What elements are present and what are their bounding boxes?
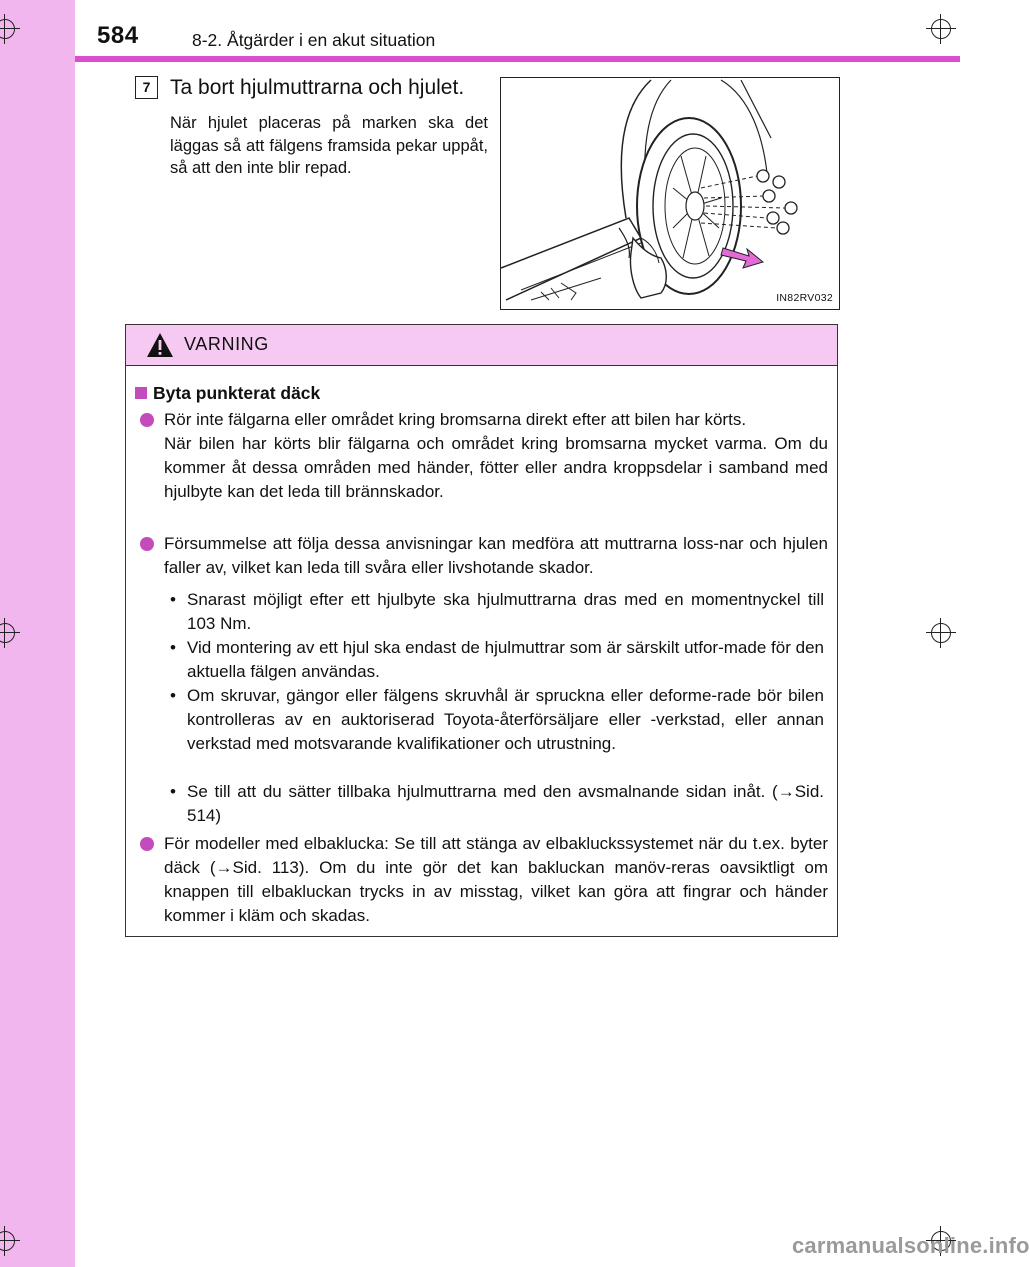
warning-box [125, 324, 838, 937]
sub-item-text: Vid montering av ett hjul ska endast de hjulmuttrar som är särskilt utfor-made för den aktuella fälgen användas. [187, 638, 824, 681]
warning-bullet [140, 532, 828, 580]
registration-mark-icon [0, 618, 20, 648]
warning-bullet [140, 832, 828, 928]
wheel-illustration-graphic [501, 78, 839, 309]
bullet-dot-icon [140, 413, 154, 427]
step-description: När hjulet placeras på marken ska det läggas så att fälgens framsida pekar uppåt, så att den inte blir repad. [170, 114, 488, 177]
sub-item-text: Om skruvar, gängor eller fälgens skruvhål är spruckna eller deforme-rade bör bilen kontrolleras av en auktoriserad Toyota-återförsäljare eller -verkstad, eller annan verkstad med motsvarande kvalifikationer och utrustning. [187, 686, 824, 753]
page-number: 584 [97, 22, 139, 49]
sub-bullet-marker: • [170, 638, 176, 657]
registration-mark-icon [926, 618, 956, 648]
bullet-text: För modeller med elbaklucka: Se till att stänga av elbakluckssystemet när du t.ex. byter däck (→Sid. 113). Om du inte gör det kan bakluckan manöv-reras oavsiktligt om knappen till elbakluckan trycks in av misstag, vilket kan göra att fingrar och händer kommer i kläm och skadas. [164, 834, 828, 925]
sub-item [166, 636, 824, 684]
warning-header [126, 325, 837, 366]
sub-item [166, 780, 824, 828]
registration-mark-icon [0, 1226, 20, 1256]
bullet-dot-icon [140, 537, 154, 551]
registration-mark-icon [0, 14, 20, 44]
square-bullet-icon [135, 387, 147, 399]
sub-bullet-marker: • [170, 590, 176, 609]
sub-bullet-marker: • [170, 686, 176, 705]
sub-bullet-marker: • [170, 782, 176, 801]
section-title: 8-2. Åtgärder i en akut situation [192, 30, 436, 50]
bullet-dot-icon [140, 837, 154, 851]
step-title: Ta bort hjulmuttrarna och hjulet. [170, 76, 465, 99]
header-rule [75, 56, 960, 62]
bullet-text: Försummelse att följa dessa anvisningar kan medföra att muttrarna loss-nar och hjulen faller av, vilket kan leda till svåra eller livshotande skador. [164, 534, 828, 577]
step-number: 7 [135, 76, 158, 99]
warning-bullet [140, 408, 828, 504]
sub-item-text: Snarast möjligt efter ett hjulbyte ska hjulmuttrarna dras med en momentnyckel till 103 Nm. [187, 590, 824, 633]
watermark: carmanualsonline.info [792, 1233, 1030, 1258]
wheel-removal-illustration [500, 77, 840, 310]
sub-item-text: Se till att du sätter tillbaka hjulmuttrarna med den avsmalnande sidan inåt. (→Sid. 514) [187, 782, 824, 825]
registration-mark-icon [926, 14, 956, 44]
warning-title-text: Byta punkterat däck [153, 383, 321, 403]
bullet-text: Rör inte fälgarna eller området kring bromsarna direkt efter att bilen har körts. När bilen har körts blir fälgarna och området kring bromsarna mycket varma. Om du kommer åt dessa områden med händer, fötter eller andra kroppsdelar i samband med hjulbyte kan det leda till brännskador. [164, 410, 828, 501]
sub-item [166, 684, 824, 756]
warning-title [135, 383, 320, 404]
warning-triangle-icon [145, 331, 175, 359]
warning-label: VARNING [184, 334, 269, 354]
illustration-code: IN82RV032 [776, 292, 833, 304]
sub-item [166, 588, 824, 636]
